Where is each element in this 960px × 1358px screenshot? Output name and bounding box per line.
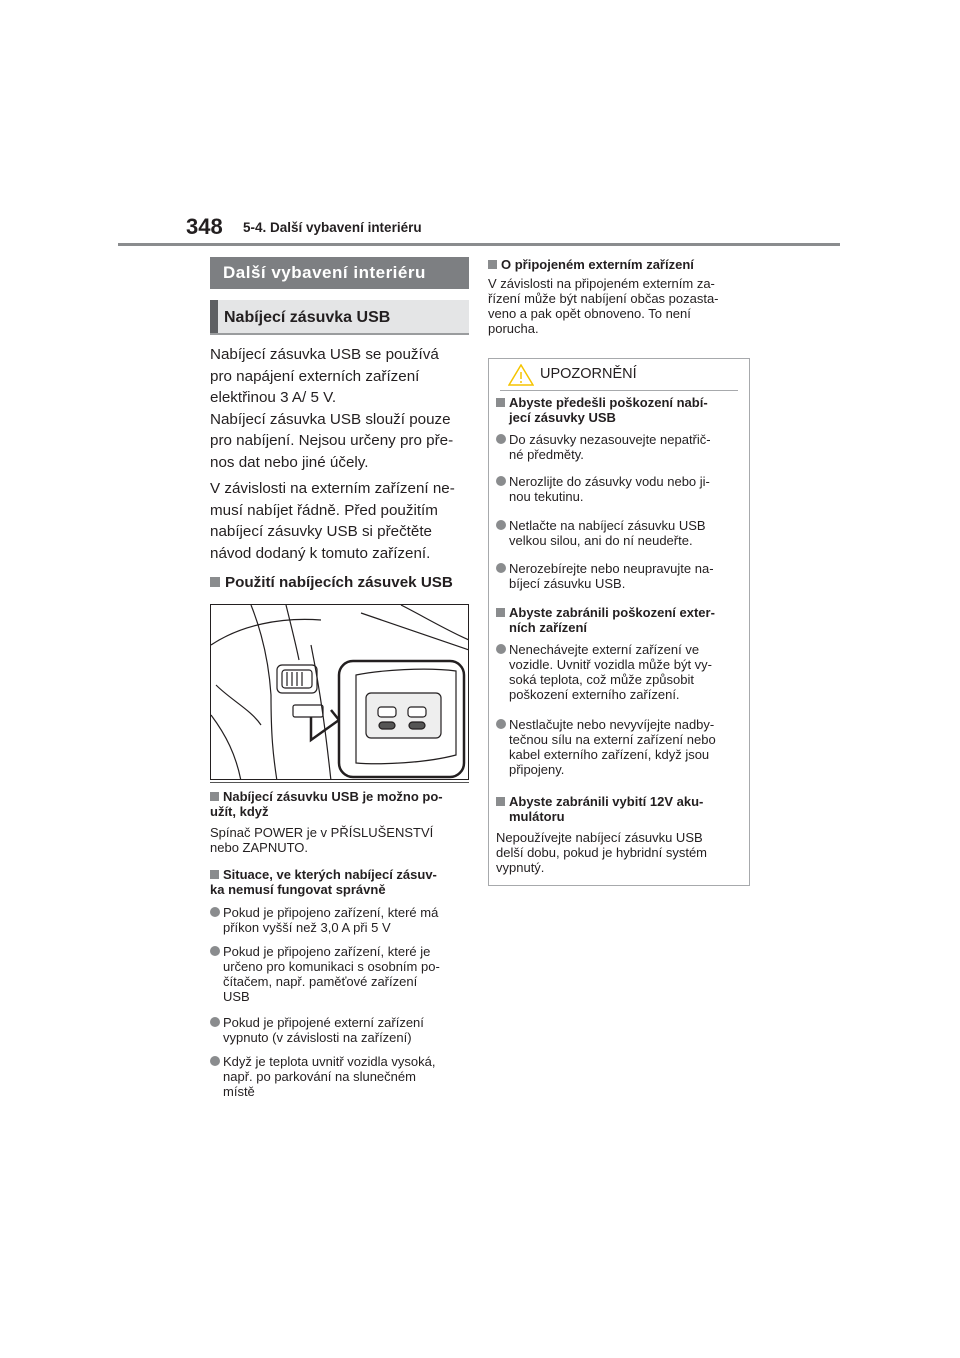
dot-bullet-icon <box>496 644 506 654</box>
caution-divider <box>500 390 738 391</box>
warning-triangle-icon <box>508 364 534 386</box>
list-item: Pokud je připojeno zařízení, které je určeno pro komunikaci s osobním po- čítačem, např. paměťové zařízení USB <box>210 944 472 1004</box>
square-bullet-icon <box>496 608 505 617</box>
battery-text: Nepoužívejte nabíjecí zásuvku USB delší dobu, pokud je hybridní systém vypnutý. <box>496 830 708 875</box>
subsection-title: Nabíjecí zásuvka USB <box>210 300 469 335</box>
square-bullet-icon <box>488 260 497 269</box>
square-bullet-icon <box>210 792 219 801</box>
list-item: Do zásuvky nezasouvejte nepatřič- né předměty. <box>496 432 744 462</box>
dot-bullet-icon <box>496 719 506 729</box>
when-usable-heading: Nabíjecí zásuvku USB je možno po- užít, když <box>210 789 443 819</box>
list-item: Pokud je připojeno zařízení, které má příkon vyšší než 3,0 A při 5 V <box>210 905 472 935</box>
situations-heading: Situace, ve kterých nabíjecí zásuv- ka nemusí fungovat správně <box>210 867 437 897</box>
dot-bullet-icon <box>210 1056 220 1066</box>
dot-bullet-icon <box>496 434 506 444</box>
list-item: Pokud je připojené externí zařízení vypnuto (v závislosti na zařízení) <box>210 1015 472 1045</box>
header-divider <box>118 243 840 246</box>
list-item: Nestlačujte nebo nevyvíjejte nadby- tečnou sílu na externí zařízení nebo kabel externího zařízení, když jsou připojeny. <box>496 717 744 777</box>
square-bullet-icon <box>210 577 220 587</box>
square-bullet-icon <box>210 870 219 879</box>
square-bullet-icon <box>496 398 505 407</box>
when-usable-text: Spínač POWER je v PŘÍSLUŠENSTVÍ nebo ZAPNUTO. <box>210 825 434 855</box>
list-item: Nerozlijte do zásuvky vodu nebo ji- nou tekutinu. <box>496 474 744 504</box>
dot-bullet-icon <box>496 520 506 530</box>
caution-heading-battery: Abyste zabránili vybití 12V aku- mulátoru <box>496 794 744 824</box>
console-drawing <box>211 605 469 780</box>
external-device-heading: O připojeném externím zařízení <box>488 257 752 272</box>
usage-heading: Použití nabíjecích zásuvek USB <box>210 572 472 594</box>
compatibility-paragraph: V závislosti na externím zařízení ne- musí nabíjet řádně. Před použitím nabíjecí zásuvky USB si přečtěte návod dodaný k tomuto zařízení. <box>210 480 455 562</box>
list-item: Když je teplota uvnitř vozidla vysoká, např. po parkování na slunečném místě <box>210 1054 472 1099</box>
section-title: Další vybavení interiéru <box>210 257 469 289</box>
dot-bullet-icon <box>210 1017 220 1027</box>
list-item: Netlačte na nabíjecí zásuvku USB velkou silou, ani do ní neudeřte. <box>496 518 744 548</box>
dot-bullet-icon <box>210 946 220 956</box>
external-device-text: V závislosti na připojeném externím za- řízení může být nabíjení občas pozasta- veno a pak opět obnoveno. To není porucha. <box>488 276 719 336</box>
section-reference: 5-4. Další vybavení interiéru <box>243 220 422 235</box>
usb-socket-illustration <box>210 604 469 780</box>
caution-heading-devices: Abyste zabránili poškození exter- ních zařízení <box>496 605 744 635</box>
dot-bullet-icon <box>496 476 506 486</box>
square-bullet-icon <box>496 797 505 806</box>
intro-paragraph: Nabíjecí zásuvka USB se používá pro napájení externích zařízení elektřinou 3 A/ 5 V. Nabíjecí zásuvka USB slouží pouze pro nabíjení. Nejsou určeny pro pře- nos dat nebo jiné účely. <box>210 346 454 471</box>
list-item: Nenechávejte externí zařízení ve vozidle. Uvnitř vozidla může být vy- soká teplota, což může způsobit poškození externího zařízení. <box>496 642 744 702</box>
dot-bullet-icon <box>210 907 220 917</box>
illustration-bottom-rule <box>210 782 469 783</box>
page-number: 348 <box>186 214 223 239</box>
dot-bullet-icon <box>496 563 506 573</box>
caution-header <box>488 358 750 390</box>
list-item: Nerozebírejte nebo neupravujte na- bíjecí zásuvku USB. <box>496 561 744 591</box>
caution-heading-socket: Abyste předešli poškození nabí- jecí zásuvky USB <box>496 395 744 425</box>
caution-title: UPOZORNĚNÍ <box>540 366 637 382</box>
